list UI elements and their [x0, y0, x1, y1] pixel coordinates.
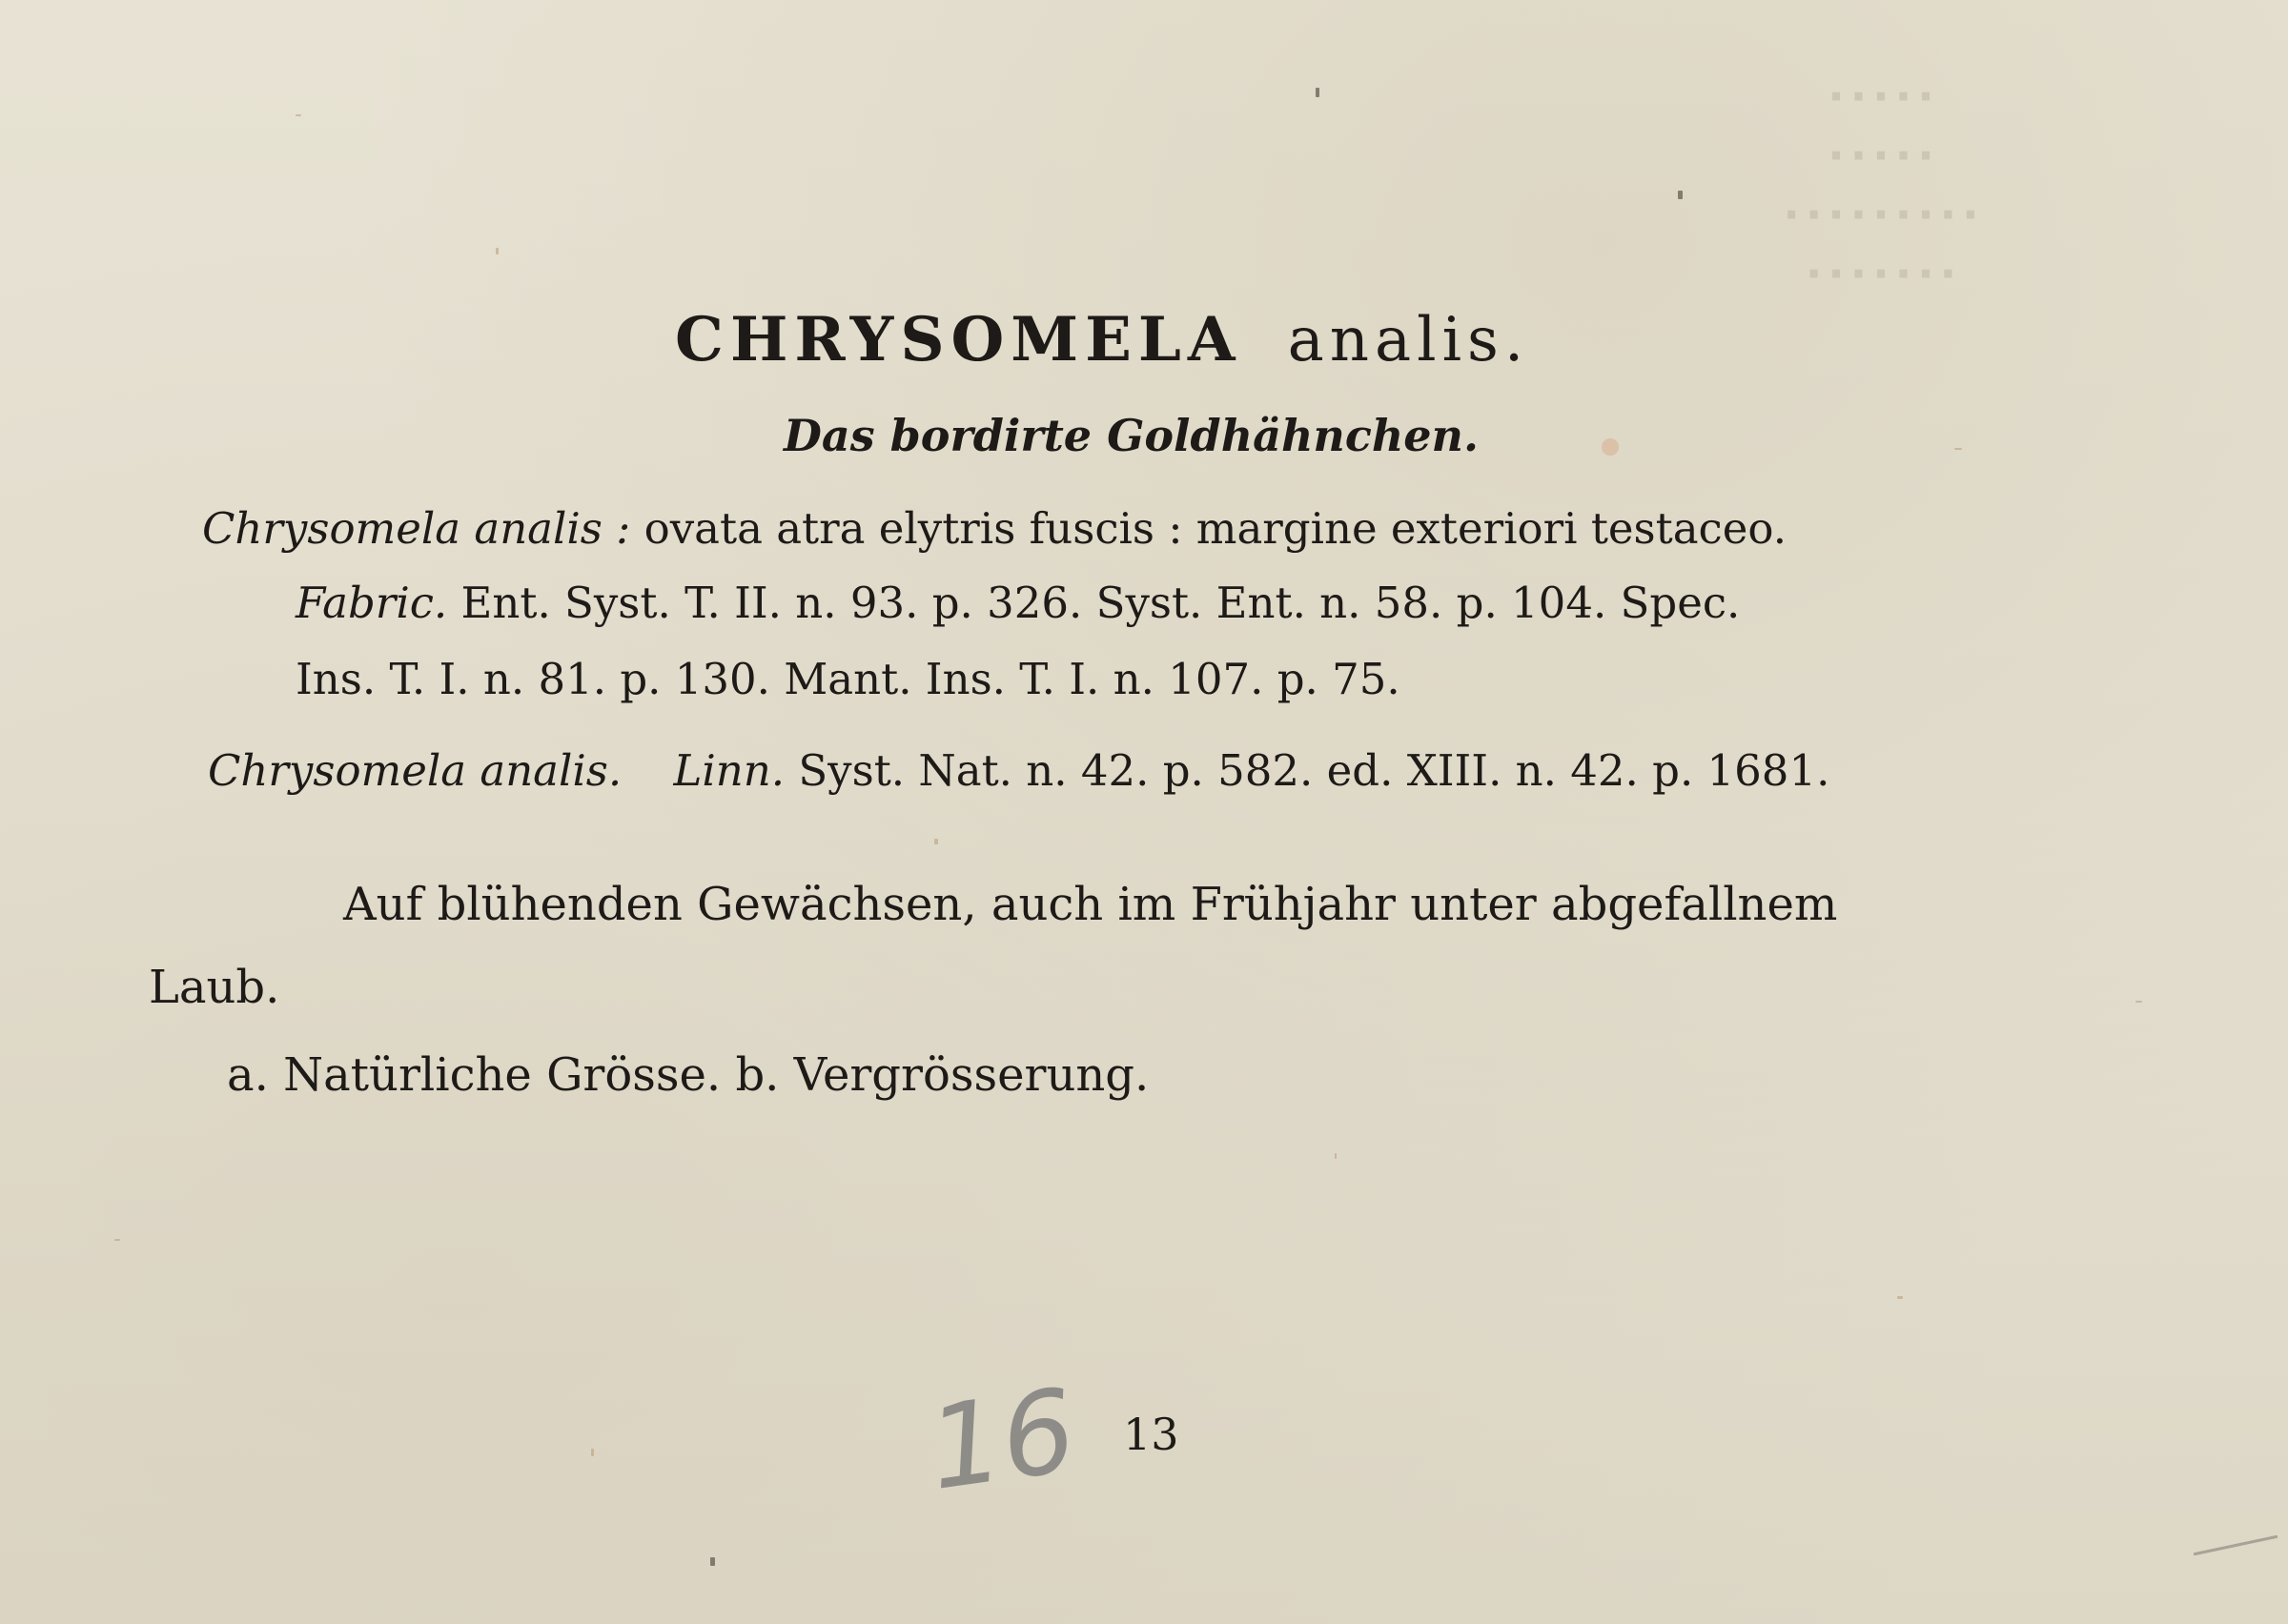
paper-fleck — [1335, 1153, 1337, 1159]
pencil-annotation: 16 — [921, 1365, 1084, 1516]
common-name: Das bordirte Goldhähnchen. — [784, 410, 1480, 461]
reference-line-3: Ins. T. I. n. 81. p. 130. Mant. Ins. T. I. n. 107. p. 75. — [296, 654, 1400, 704]
paper-fleck — [710, 1557, 715, 1566]
bleed-through-stamp: ····· ····· ········· ······· — [1777, 71, 1979, 299]
paper-fleck — [1678, 191, 1683, 199]
paper-fleck — [296, 114, 301, 116]
reference-author: Fabric. — [296, 578, 448, 628]
paper-fleck — [1897, 1296, 1903, 1299]
reference-taxon: Chrysomela analis : — [202, 503, 631, 554]
species-epithet: analis. — [1287, 305, 1530, 376]
reference-citation: Syst. Nat. n. 42. p. 582. ed. XIII. n. 42. p. 1681. — [785, 745, 1830, 796]
paper-fleck — [1954, 448, 1962, 450]
reference-citation: Ent. Syst. T. II. n. 93. p. 326. Syst. Ent. n. 58. p. 104. Spec. — [447, 578, 1741, 628]
reference-line-1 — [202, 503, 1787, 554]
genus-name: CHRYSOMELA — [675, 304, 1242, 376]
reference-line-4 — [208, 745, 1830, 796]
page-number: 13 — [1123, 1409, 1179, 1460]
habitat-text-line-1: Auf blühenden Gewächsen, auch im Frühjahr unter abgefallnem — [343, 878, 1838, 931]
species-title — [675, 304, 1530, 376]
paper-fleck — [1316, 88, 1319, 97]
paper-fleck — [2135, 1001, 2142, 1003]
reference-author: Linn. — [673, 745, 786, 796]
paper-fleck — [496, 248, 499, 254]
paper-fleck — [2194, 1535, 2278, 1556]
paper-fleck — [1602, 438, 1619, 456]
figure-legend: a. Natürliche Grösse. b. Vergrösserung. — [227, 1048, 1150, 1102]
paper-fleck — [114, 1239, 120, 1241]
paper-fleck — [591, 1449, 594, 1456]
reference-description: ovata atra elytris fuscis : margine exteriori testaceo. — [630, 503, 1787, 554]
paper-fleck — [934, 839, 938, 844]
reference-line-2 — [296, 578, 1741, 628]
habitat-text-line-2: Laub. — [149, 961, 280, 1014]
reference-taxon: Chrysomela analis. — [208, 745, 623, 796]
